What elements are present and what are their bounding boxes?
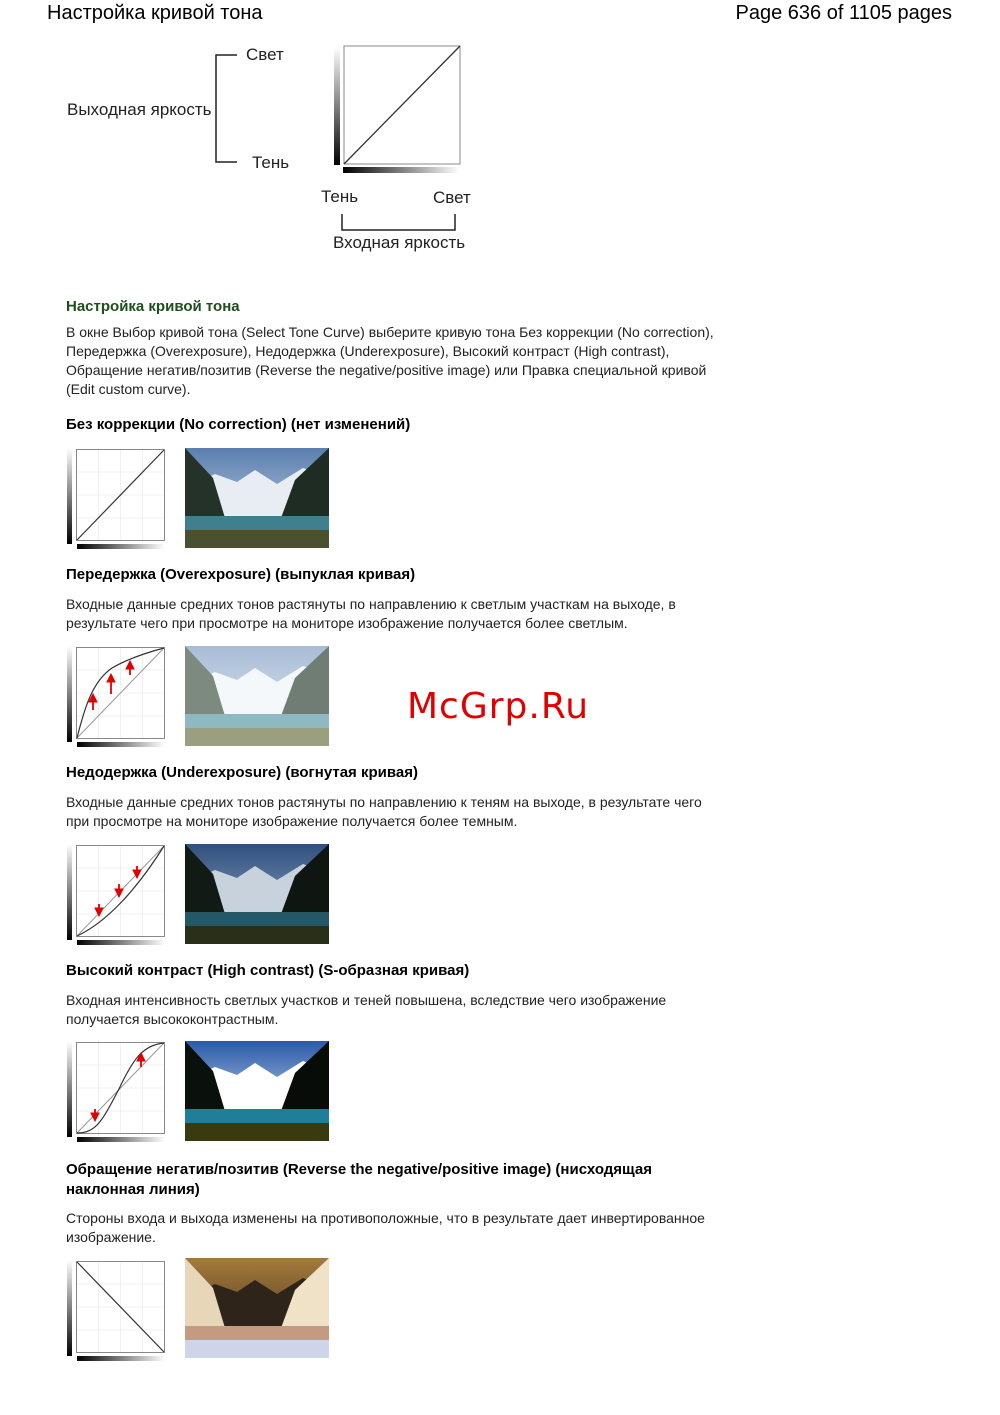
tone-curve-diagram bbox=[0, 0, 1000, 280]
no-correction-title: Без коррекции (No correction) (нет изменений) bbox=[66, 416, 411, 433]
section-intro bbox=[66, 323, 714, 399]
reverse-curve bbox=[67, 1260, 167, 1362]
intro-line: Обращение негатив/позитив (Reverse the negative/positive image) или Правка специальной кривой bbox=[66, 362, 707, 378]
watermark-text: McGrp.Ru bbox=[407, 686, 590, 727]
high-contrast-photo bbox=[185, 1041, 329, 1141]
shadow-bottom-label: Тень bbox=[321, 187, 359, 206]
shadow-left-label: Тень bbox=[252, 153, 290, 172]
intro-line: (Edit custom curve). bbox=[66, 381, 191, 397]
light-top-label: Свет bbox=[246, 45, 284, 64]
high-contrast-desc bbox=[66, 991, 666, 1029]
desc-line: при просмотре на мониторе изображение получается более темным. bbox=[66, 813, 518, 829]
reverse-photo bbox=[185, 1258, 329, 1358]
light-bottom-label: Свет bbox=[433, 188, 471, 207]
overexposure-title: Передержка (Overexposure) (выпуклая кривая) bbox=[66, 566, 416, 583]
tone-curve-graph bbox=[0, 0, 500, 280]
title-line: наклонная линия) bbox=[66, 1181, 200, 1198]
overexposure-photo bbox=[185, 646, 329, 746]
intro-line: Передержка (Overexposure), Недодержка (Underexposure), Высокий контраст (High contrast), bbox=[66, 343, 670, 359]
overexposure-curve bbox=[67, 646, 167, 748]
input-brightness-label: Входная яркость bbox=[333, 233, 466, 252]
intro-line: В окне Выбор кривой тона (Select Tone Curve) выберите кривую тона Без коррекции (No correction), bbox=[66, 324, 714, 340]
output-brightness-label: Выходная яркость bbox=[67, 100, 212, 119]
underexposure-title: Недодержка (Underexposure) (вогнутая кривая) bbox=[66, 764, 418, 781]
desc-line: Входные данные средних тонов растянуты по направлению к светлым участкам на выходе, в bbox=[66, 596, 676, 612]
desc-line: результате чего при просмотре на мониторе изображение получается более светлым. bbox=[66, 615, 628, 631]
overexposure-desc bbox=[66, 595, 676, 633]
page-header-title: Настройка кривой тона bbox=[47, 2, 263, 24]
high-contrast-curve bbox=[67, 1041, 167, 1143]
reverse-desc bbox=[66, 1209, 705, 1247]
section-title: Настройка кривой тона bbox=[66, 298, 240, 315]
desc-line: получается высококонтрастным. bbox=[66, 1011, 279, 1027]
desc-line: изображение. bbox=[66, 1229, 156, 1245]
desc-line: Входные данные средних тонов растянуты по направлению к теням на выходе, в результате чего bbox=[66, 794, 702, 810]
underexposure-photo bbox=[185, 844, 329, 944]
reverse-title bbox=[66, 1160, 652, 1200]
no-correction-photo bbox=[185, 448, 329, 548]
underexposure-desc bbox=[66, 793, 702, 831]
high-contrast-title: Высокий контраст (High contrast) (S-образная кривая) bbox=[66, 962, 470, 979]
no-correction-curve bbox=[67, 448, 167, 550]
title-line: Обращение негатив/позитив (Reverse the negative/positive image) (нисходящая bbox=[66, 1161, 652, 1178]
page-number: Page 636 of 1105 pages bbox=[735, 2, 952, 24]
desc-line: Входная интенсивность светлых участков и теней повышена, вследствие чего изображение bbox=[66, 992, 667, 1008]
underexposure-curve bbox=[67, 844, 167, 946]
desc-line: Стороны входа и выхода изменены на противоположные, что в результате дает инвертированное bbox=[66, 1210, 705, 1226]
